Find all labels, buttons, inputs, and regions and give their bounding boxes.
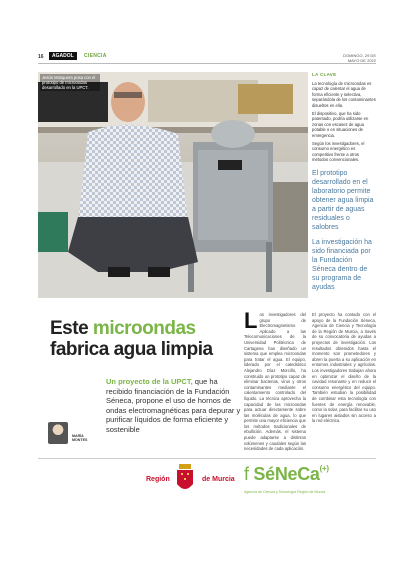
seneca-subtitle: Agencia de Ciencia y Tecnología Región de Murcia xyxy=(244,490,326,494)
seneca-plus: (+) xyxy=(319,464,329,473)
body-column-1 xyxy=(244,308,306,452)
author-name-line1: MARÍA xyxy=(72,434,84,438)
headline-part2: fabrica agua limpia xyxy=(50,339,213,360)
lead-text: que ha recibido financiación de la Fundación Séneca, propone el uso de hornos de ondas electromagnéticas para depurar y purificar líquidos de forma eficiente y sostenible xyxy=(106,377,241,434)
lead-intro: Un proyecto de la UPCT, xyxy=(106,377,193,386)
photo-illustration xyxy=(38,72,308,298)
seneca-logo xyxy=(244,464,374,514)
section-label: AGADOL xyxy=(49,52,77,60)
author-name-line2: MONTES xyxy=(72,438,88,442)
sidebar-kicker: LA CLAVE xyxy=(312,72,337,77)
header-date xyxy=(343,53,376,63)
pull-quote: La investigación ha sido financiada por la Fundación Séneca dentro de su programa de ayudas xyxy=(312,238,372,291)
sidebar-paragraph: El dispositivo, que ha sido patentado, podría utilizarse en zonas con escasez de agua potable o en situaciones de emergencia. xyxy=(312,111,369,138)
pull-quote: El prototipo desarrollado en el laboratorio permite obtener agua limpia a partir de aguas residuales o salobres xyxy=(312,169,374,231)
coat-of-arms-icon xyxy=(176,464,194,494)
sidebar-paragraph: Según los investigadores, el consumo energético es competitivo frente a otros métodos convencionales. xyxy=(312,141,365,163)
article-lead xyxy=(106,377,246,434)
dropcap: L xyxy=(244,308,258,333)
body-column-2: El proyecto ha contado con el apoyo de la Fundación Séneca, Agencia de Ciencia y Tecnología de la Región de Murcia, a través de su convocatoria de ayudas a proyectos de investigación. Los resultados obtenidos hasta el momento son prometedores y abren la puerta a su aplicación en entornos industriales y agrícolas. Los investigadores trabajan ahora en optimizar el diseño de la cavidad resonante y en reducir el consumo energético del equipo. También estudian la posibilidad de combinar esta tecnología con fuentes de energía renovable, como la solar, para facilitar su uso en lugares aislados sin acceso a la red eléctrica. xyxy=(312,312,376,424)
header-date-line2: MAYO DE 2022 xyxy=(347,58,376,63)
header-date-line1: DOMINGO, 29 DE xyxy=(343,53,376,58)
sidebar xyxy=(312,72,376,292)
seneca-name: f SéNeCa(+) xyxy=(244,464,329,484)
sidebar-paragraph: La tecnología de microondas es capaz de calentar el agua de forma eficiente y selectiva, separándola de los contaminantes disueltos en ella. xyxy=(312,81,376,108)
author-avatar xyxy=(48,422,68,444)
photo-caption: Jesús Mosquera posa con el prototipo de microondas desarrollado en la UPCT. xyxy=(40,74,100,91)
article-photo xyxy=(38,72,308,298)
body-text: os investigadores del grupo de Electromagnetismo Aplicado a las Telecomunicaciones de la Universidad Politécnica de Cartagena han diseñado un sistema que emplea microondas para tratar el agua. El equipo, liderado por el catedrático Alejandro Díaz Morcillo, ha construido un prototipo capaz de eliminar bacterias, virus y otros contaminantes mediante el calentamiento controlado del líquido. La técnica aprovecha la capacidad de las microondas para actuar directamente sobre las moléculas de agua, lo que permite una mayor eficiencia que los métodos tradicionales de ebullición. Además, el sistema puede adaptarse a distintos volúmenes y caudales según las necesidades de cada aplicación. xyxy=(244,312,306,452)
footer-divider xyxy=(38,458,376,459)
region-label-right: de Murcia xyxy=(202,476,235,483)
header-divider xyxy=(38,63,376,64)
headline-highlight: microondas xyxy=(92,318,196,339)
headline-part1: Este xyxy=(50,318,93,339)
author-name xyxy=(72,434,87,442)
seneca-wordmark: SéNeCa xyxy=(253,464,320,484)
page-number: 16 xyxy=(38,54,44,60)
subsection-label: CIENCIA xyxy=(84,53,107,59)
article-headline xyxy=(50,318,250,360)
region-label-left: Región xyxy=(146,476,170,483)
region-murcia-logo xyxy=(146,464,246,506)
